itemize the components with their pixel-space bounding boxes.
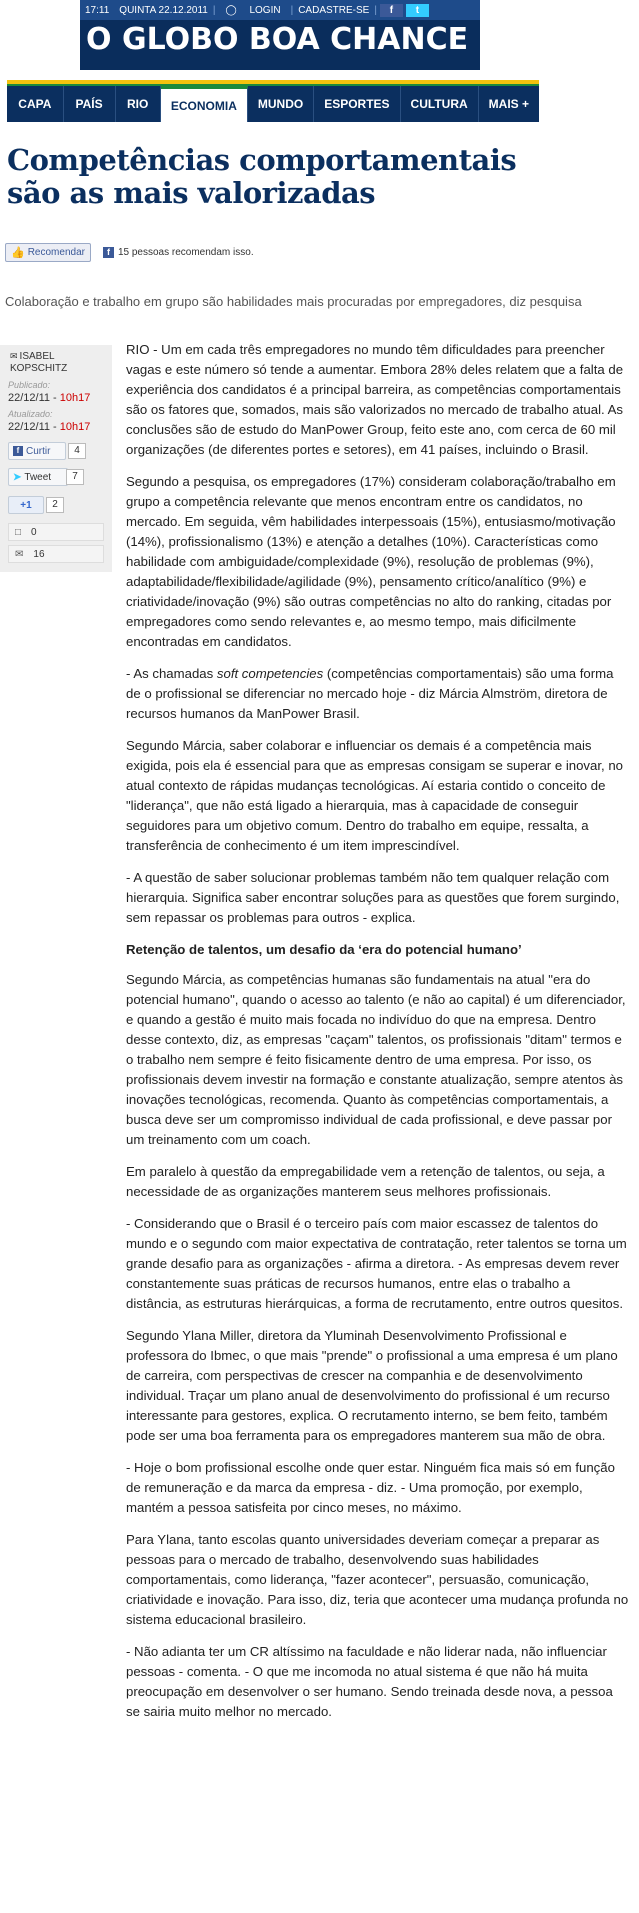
quote-text: - As chamadas — [126, 666, 217, 681]
plus-one-count: 2 — [46, 497, 64, 513]
nav-item-economia[interactable]: ECONOMIA — [161, 86, 248, 122]
nav-item-pais[interactable]: PAÍS — [64, 86, 116, 122]
author-first: ISABEL — [19, 351, 55, 362]
updated-date — [8, 421, 90, 433]
comments-count: 0 — [31, 526, 37, 538]
email-row[interactable] — [8, 545, 104, 563]
article-paragraph-quote — [126, 664, 629, 724]
recommend-button[interactable] — [5, 243, 91, 262]
divider: | — [374, 4, 377, 16]
quote-text: (competências comportamentais) são uma forma de o profissional se diferenciar no mercado hoje - diz Márcia Almström, diretora de recursos humanos da ManPower Brasil. — [126, 666, 614, 721]
facebook-like-label: Curtir — [26, 445, 51, 457]
updated-hour: 10h17 — [59, 421, 91, 433]
article-paragraph: Segundo Ylana Miller, diretora da Yluminah Desenvolvimento Profissional e professora do Ibmec, o que mais "prende" o profissional a uma empresa é um plano de carreira, com perspectivas de crescer na companhia e de desenvolvimento individual. Traçar um plano anual de desenvolvimento do profissional é um recurso interessante para gestores, explica. O recrutamento interno, se bem feito, também pode ser uma boa ferramenta para os empregadores manterem sua mão de obra. — [126, 1328, 618, 1443]
title-line-2: são as mais valorizadas — [7, 176, 376, 210]
nav-item-mundo[interactable]: MUNDO — [248, 86, 314, 122]
article-paragraph: - Considerando que o Brasil é o terceiro país com maior escassez de talentos do mundo e o segundo com maior expectativa de contratação, reter talentos se torna um grande desafio para as organizações - afirma a diretora. - As empresas devem rever constantemente suas práticas de recursos humanos, entre elas o trabalho a distância, as estruturas hierárquicas, a forma de recrutamento, entre outros quesitos. — [126, 1216, 627, 1311]
article-paragraph: Para Ylana, tanto escolas quanto universidades deveriam começar a preparar as pessoas para o mercado de trabalho, desenvolvendo suas habilidades comportamentais, como liderança, "fazer acontecer", persuasão, comunicação, criatividade e inovação. Para isso, diz, teria que acontecer uma mudança profunda no sistema educacional brasileiro. — [126, 1532, 629, 1627]
facebook-icon[interactable]: f — [380, 4, 403, 17]
article-paragraph: Segundo Márcia, as competências humanas são fundamentais na atual "era do potencial humano", quando o acesso ao talento (e não ao capital) é um diferenciador, e quando a gestão é muito mais focada no indivíduo do que na empresa. Dentro desse contexto, diz, as empresas "caçam" talentos, os profissionais "ditam" termos e o trabalho nem sempre é feito fisicamente dentro de uma empresa. Por isso, os profissionais devem investir na formação e constante atualização, sempre atentos às inovações tecnológicas, recomenda. Quanto às competências comportamentais, a busca deve ser um compromisso individual de cada profissional, e deve passar por um treinamento com um coach. — [126, 972, 626, 1147]
signup-link[interactable]: CADASTRE-SE — [298, 4, 370, 16]
masthead — [80, 0, 480, 70]
nav-item-cultura[interactable]: CULTURA — [401, 86, 479, 122]
tweet-count: 7 — [66, 469, 84, 485]
current-date: QUINTA 22.12.2011 — [119, 4, 208, 16]
recommend-count — [103, 247, 254, 258]
divider: | — [290, 4, 294, 16]
user-icon: ◯ — [225, 4, 237, 16]
article-paragraph: - A questão de saber solucionar problemas também não tem qualquer relação com hierarquia. Significa saber encontrar soluções para as questões que forem surgindo, sem repassar os problemas para outros - explica. — [126, 870, 620, 925]
recommend-label: Recomendar — [27, 246, 85, 258]
article-paragraph: - Não adianta ter um CR altíssimo na faculdade e não liderar nada, não influenciar pessoas - comenta. - O que me incomoda no atual sistema é que não há muita preocupação em desenvolver o ser humano. Sendo treinada desde nova, a pessoa se sairia muito melhor no mercado. — [126, 1644, 613, 1719]
author-byline[interactable] — [10, 350, 105, 375]
facebook-like-count: 4 — [68, 443, 86, 459]
divider: | — [212, 4, 216, 16]
thumbs-up-icon: 👍 — [11, 246, 25, 259]
login-label: LOGIN — [249, 4, 281, 16]
plus-one-button[interactable]: +1 — [8, 496, 44, 514]
article-paragraph: Em paralelo à questão da empregabilidade vem a retenção de talentos, ou seja, a necessidade de as organizações manterem seus melhores profissionais. — [126, 1164, 605, 1199]
article-body — [126, 340, 629, 1734]
article-paragraph: Segundo a pesquisa, os empregadores (17%) consideram colaboração/trabalho em grupo a competência relevante que menos encontram entre os candidatos, no mercado. Em seguida, vêm habilidades interpessoais (15%), entusiasmo/motivação (14%), profissionalismo (13%) e atenção a detalhes (10%). Características como habilidade com ambiguidade/complexidade (9%), resolução de problemas (9%), adaptabilidade/flexibilidade/agilidade (9%), pensamento crítico/analítico (9%) e criatividade/inovação (9%) são outras competências no alto do ranking, citadas por empregadores como sendo relevantes e, ao mesmo tempo, mais dificilmente encontradas em candidatos. — [126, 474, 616, 649]
facebook-icon: f — [13, 446, 23, 456]
nav-item-rio[interactable]: RIO — [116, 86, 161, 122]
nav-item-mais[interactable]: MAIS + — [488, 97, 529, 111]
quote-emphasis: soft competencies — [216, 666, 324, 681]
title-line-1: Competências comportamentais — [7, 143, 517, 177]
updated-date-text: 22/12/11 - — [8, 421, 60, 433]
recommend-bar — [5, 243, 254, 261]
page-title — [7, 144, 527, 210]
email-count: 16 — [33, 548, 45, 560]
updated-label: Atualizado: — [8, 409, 53, 419]
current-time: 17:11 — [85, 4, 110, 16]
twitter-icon[interactable]: t — [406, 4, 429, 17]
facebook-icon: f — [103, 247, 114, 258]
facebook-like-button[interactable] — [8, 442, 66, 460]
published-date-text: 22/12/11 - — [8, 392, 60, 404]
published-label: Publicado: — [8, 380, 51, 390]
article-subtitle: Colaboração e trabalho em grupo são habilidades mais procuradas por empregadores, diz pesquisa — [5, 294, 582, 309]
top-utility-bar — [80, 0, 480, 20]
envelope-icon: ✉ — [10, 351, 18, 361]
comment-icon: □ — [15, 526, 22, 538]
envelope-icon: ✉ — [15, 548, 24, 560]
author-last: KOPSCHITZ — [10, 363, 68, 374]
login-link[interactable] — [212, 4, 290, 16]
published-date — [8, 392, 90, 404]
tweet-label: Tweet — [24, 471, 52, 483]
article-paragraph: RIO - Um em cada três empregadores no mundo têm dificuldades para preencher vagas e este número só tende a aumentar. Embora 28% deles relatem que a falta de experiência dos candidatos é a principal barreira, as competências comportamentais são os fatores que, somados, mais são valorizados no mercado de trabalho atual. As conclusões são de estudo do ManPower Group, feito este ano, com cerca de 60 mil organizações (de diferentes portes e setores), em 41 países, incluindo o Brasil. — [126, 342, 624, 457]
recommend-count-text: 15 pessoas recomendam isso. — [117, 246, 254, 258]
main-nav — [7, 86, 539, 122]
tweet-button[interactable] — [8, 468, 68, 486]
comments-row[interactable] — [8, 523, 104, 541]
article-paragraph: - Hoje o bom profissional escolhe onde quer estar. Ninguém fica mais só em função de remuneração e da marca da empresa - diz. - Uma promoção, por exemplo, mantém a pessoa satisfeita por cinco meses, no máximo. — [126, 1460, 615, 1515]
published-hour: 10h17 — [59, 392, 91, 404]
site-logo[interactable]: O GLOBO BOA CHANCE — [86, 22, 469, 57]
article-sidebar — [0, 345, 112, 572]
article-paragraph: Segundo Márcia, saber colaborar e influenciar os demais é a competência mais exigida, pois ela é essencial para que as empresas consigam se superar e inovar, no atual contexto de rápidas mudanças tecnológicas. Aí estaria contido o conceito de "liderança", que não está ligado a hierarquia, mas à capacidade de conseguir seguidores para um objetivo comum. Dentro do trabalho em equipe, ressalta, a transferência de conhecimento é um item imprescindível. — [126, 738, 624, 853]
nav-item-capa[interactable]: CAPA — [7, 86, 64, 122]
twitter-bird-icon: ➤ — [13, 471, 22, 483]
section-heading: Retenção de talentos, um desafio da ‘era do potencial humano’ — [126, 942, 522, 957]
nav-item-esportes[interactable]: ESPORTES — [314, 86, 400, 122]
